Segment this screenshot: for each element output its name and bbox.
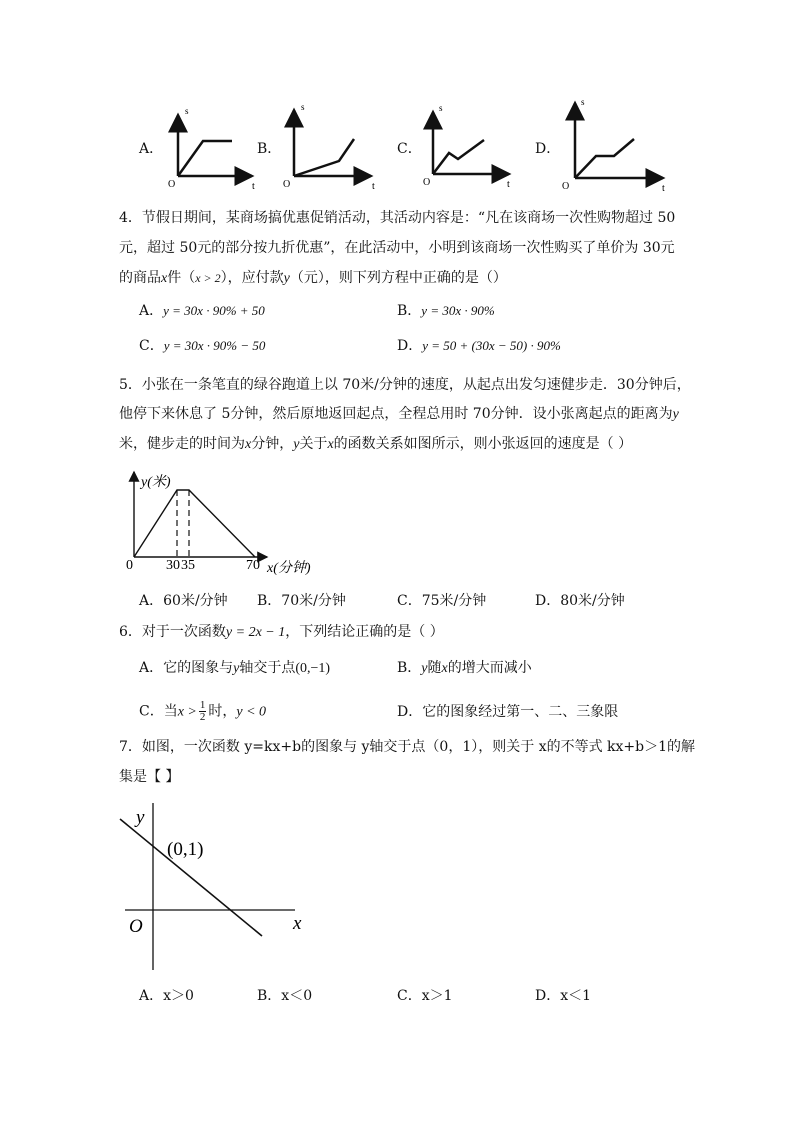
q7-option-b bbox=[257, 986, 312, 1006]
q3-option-a-label: A． bbox=[139, 141, 164, 157]
q4-option-a-label: A． bbox=[139, 303, 164, 319]
q4-var-y: y bbox=[283, 271, 290, 286]
q3-graph-a bbox=[178, 115, 252, 176]
q5-line3-text-d: 的函数关系如图所示，则小张返回的速度是（ ） bbox=[333, 436, 633, 452]
q6-option-c-label: C． bbox=[139, 703, 164, 720]
q5-var-x: x bbox=[245, 437, 252, 452]
q3-d-origin: O bbox=[562, 181, 570, 192]
q4-var-x: x bbox=[161, 271, 168, 286]
q5-y-label: y(米) bbox=[141, 475, 171, 490]
q7-option-d-label: D． bbox=[535, 988, 561, 1004]
q5-option-d bbox=[535, 591, 625, 611]
q3-a-t-label: t bbox=[252, 181, 255, 192]
q7-option-c-text: x＞1 bbox=[421, 988, 453, 1004]
q6-stem-text-a: 6．对于一次函数 bbox=[119, 624, 226, 640]
q6-option-b-var-y: y bbox=[421, 661, 428, 676]
q7-option-c bbox=[397, 986, 453, 1006]
q6-option-c-ineq-y: y < 0 bbox=[236, 704, 267, 720]
q3-c-s-label: s bbox=[439, 103, 443, 113]
q7-y-label: y bbox=[136, 807, 145, 828]
q5-line3 bbox=[119, 434, 632, 455]
q5-option-b-label: B． bbox=[257, 593, 282, 609]
q3-option-c-label: C． bbox=[397, 141, 422, 157]
q3-b-s-label: s bbox=[301, 102, 305, 112]
q5-option-b bbox=[257, 591, 346, 611]
q5-line3-text-a: 米，健步走的时间为 bbox=[119, 436, 245, 452]
q3-d-s-label: s bbox=[581, 97, 585, 107]
q6-option-c-fraction bbox=[199, 700, 207, 723]
q5-x-label: x(分钟) bbox=[267, 561, 311, 576]
q3-option-d-label: D． bbox=[535, 141, 561, 157]
q6-frac-num: 1 bbox=[199, 699, 206, 711]
q5-line3-text-b: 分钟， bbox=[251, 436, 294, 452]
q6-option-b-label: B． bbox=[397, 660, 422, 676]
q4-line3-text-d: （元），则下列方程中正确的是（） bbox=[289, 270, 507, 286]
q5-option-d-label: D． bbox=[535, 593, 561, 609]
q4-line3 bbox=[119, 268, 507, 289]
q7-option-b-label: B． bbox=[257, 988, 282, 1004]
q3-graph-c bbox=[433, 112, 509, 174]
q5-var-y: y bbox=[672, 407, 679, 422]
q7-origin: O bbox=[129, 916, 143, 937]
q6-option-a bbox=[139, 658, 330, 679]
q6-option-b-text-a: 随 bbox=[427, 660, 442, 676]
q3-a-s-label: s bbox=[185, 106, 189, 116]
q5-option-a-label: A． bbox=[139, 593, 164, 609]
q6-option-a-text-b: 轴交于点 bbox=[239, 660, 296, 676]
q6-option-b bbox=[397, 658, 532, 679]
q6-option-c bbox=[139, 700, 266, 723]
q3-c-t-label: t bbox=[507, 179, 510, 190]
q6-option-d bbox=[397, 702, 618, 722]
q7-option-b-text: x＜0 bbox=[281, 988, 313, 1004]
q3-c-origin: O bbox=[423, 177, 431, 188]
q6-option-a-var-y: y bbox=[233, 661, 240, 676]
q5-var-x2: x bbox=[327, 437, 334, 452]
q7-option-d-text: x＜1 bbox=[560, 988, 592, 1004]
q4-option-d bbox=[397, 336, 561, 356]
q5-option-c bbox=[397, 591, 486, 611]
q6-stem bbox=[119, 622, 444, 643]
q5-graph bbox=[115, 462, 335, 582]
q5-line2-text: 他停下来休息了 5分钟，然后原地返回起点，全程总用时 70分钟．设小张离起点的距离为 bbox=[119, 406, 673, 422]
q7-option-a-text: x＞0 bbox=[163, 988, 194, 1004]
q6-option-c-text-b: 时， bbox=[208, 703, 237, 720]
q7-option-a bbox=[139, 986, 194, 1006]
q6-option-a-point: (0,−1) bbox=[295, 661, 331, 676]
q7-line2: 集是【 】 bbox=[119, 769, 180, 785]
q5-var-y2: y bbox=[293, 437, 300, 452]
q5-option-c-label: C． bbox=[397, 593, 422, 609]
q6-option-c-text-a: 当 bbox=[163, 703, 178, 720]
q7-point-label: (0,1) bbox=[167, 839, 204, 860]
q4-line1: 4．节假日期间，某商场搞优惠促销活动，其活动内容是：“凡在该商场一次性购物超过 50 bbox=[119, 210, 676, 226]
q5-path bbox=[134, 490, 255, 557]
q4-option-b bbox=[397, 301, 495, 321]
q3-graph-d bbox=[575, 103, 663, 178]
q5-tick-35: 35 bbox=[181, 558, 195, 573]
q3-option-b-label: B． bbox=[257, 141, 282, 157]
q6-option-d-label: D． bbox=[397, 704, 423, 720]
q5-option-a bbox=[139, 591, 228, 611]
q4-option-b-formula: y = 30x · 90% bbox=[421, 303, 495, 318]
q4-line3-text-a: 的商品 bbox=[119, 270, 161, 286]
q3-b-origin: O bbox=[283, 179, 291, 190]
q3-d-t-label: t bbox=[662, 183, 665, 194]
q4-line3-text-c: ），应付款 bbox=[220, 270, 284, 286]
q5-line1: 5．小张在一条笔直的绿谷跑道上以 70米/分钟的速度，从起点出发匀速健步走．30分钟后， bbox=[119, 377, 691, 393]
q7-option-c-label: C． bbox=[397, 988, 422, 1004]
q6-option-c-ineq-x: x > bbox=[177, 704, 197, 720]
q6-stem-text-b: ，下列结论正确的是（ ） bbox=[285, 624, 444, 640]
q4-option-a bbox=[139, 301, 265, 321]
q7-graph bbox=[115, 798, 315, 978]
q6-option-b-var-x: x bbox=[441, 661, 448, 676]
q4-option-c-formula: y = 30x · 90% − 50 bbox=[163, 338, 266, 353]
q7-x-label: x bbox=[293, 913, 302, 934]
q4-option-c bbox=[139, 336, 265, 356]
q4-option-b-label: B． bbox=[397, 303, 422, 319]
q4-condition: x > 2 bbox=[195, 271, 221, 285]
q3-graph-b bbox=[294, 110, 371, 176]
q7-option-a-label: A． bbox=[139, 988, 164, 1004]
q5-origin: 0 bbox=[126, 558, 133, 573]
q4-option-d-label: D． bbox=[397, 338, 423, 354]
q5-option-c-text: 75米/分钟 bbox=[421, 593, 487, 609]
q5-tick-70: 70 bbox=[246, 558, 260, 573]
q6-frac-den: 2 bbox=[199, 711, 206, 723]
q3-a-origin: O bbox=[168, 179, 176, 190]
q6-option-a-text-a: 它的图象与 bbox=[163, 660, 234, 676]
q4-line2: 元，超过 50元的部分按九折优惠”，在此活动中，小明到该商场一次性购买了单价为 30元 bbox=[119, 240, 675, 256]
q4-option-a-formula: y = 30x · 90% + 50 bbox=[163, 303, 265, 318]
q6-option-b-text-b: 的增大而减小 bbox=[447, 660, 532, 676]
q3-b-t-label: t bbox=[372, 181, 375, 192]
q3-graphs bbox=[0, 95, 794, 195]
q4-option-c-label: C． bbox=[139, 338, 164, 354]
q5-line3-text-c: 关于 bbox=[299, 436, 328, 452]
q5-tick-30: 30 bbox=[166, 558, 180, 573]
q6-stem-formula: y = 2x − 1 bbox=[225, 625, 286, 640]
q4-line3-text-b: 件（ bbox=[167, 270, 196, 286]
q5-option-a-text: 60米/分钟 bbox=[163, 593, 228, 609]
q7-line1: 7．如图，一次函数 y=kx+b的图象与 y轴交于点（0，1），则关于 x的不等式 kx+b＞1的解 bbox=[119, 739, 696, 755]
q7-option-d bbox=[535, 986, 591, 1006]
q6-option-d-text: 它的图象经过第一、二、三象限 bbox=[422, 704, 619, 720]
q6-option-a-label: A． bbox=[139, 660, 164, 676]
q4-option-d-formula: y = 50 + (30x − 50) · 90% bbox=[422, 338, 561, 353]
q5-line2 bbox=[119, 404, 679, 425]
q5-option-d-text: 80米/分钟 bbox=[560, 593, 625, 609]
q5-option-b-text: 70米/分钟 bbox=[281, 593, 346, 609]
